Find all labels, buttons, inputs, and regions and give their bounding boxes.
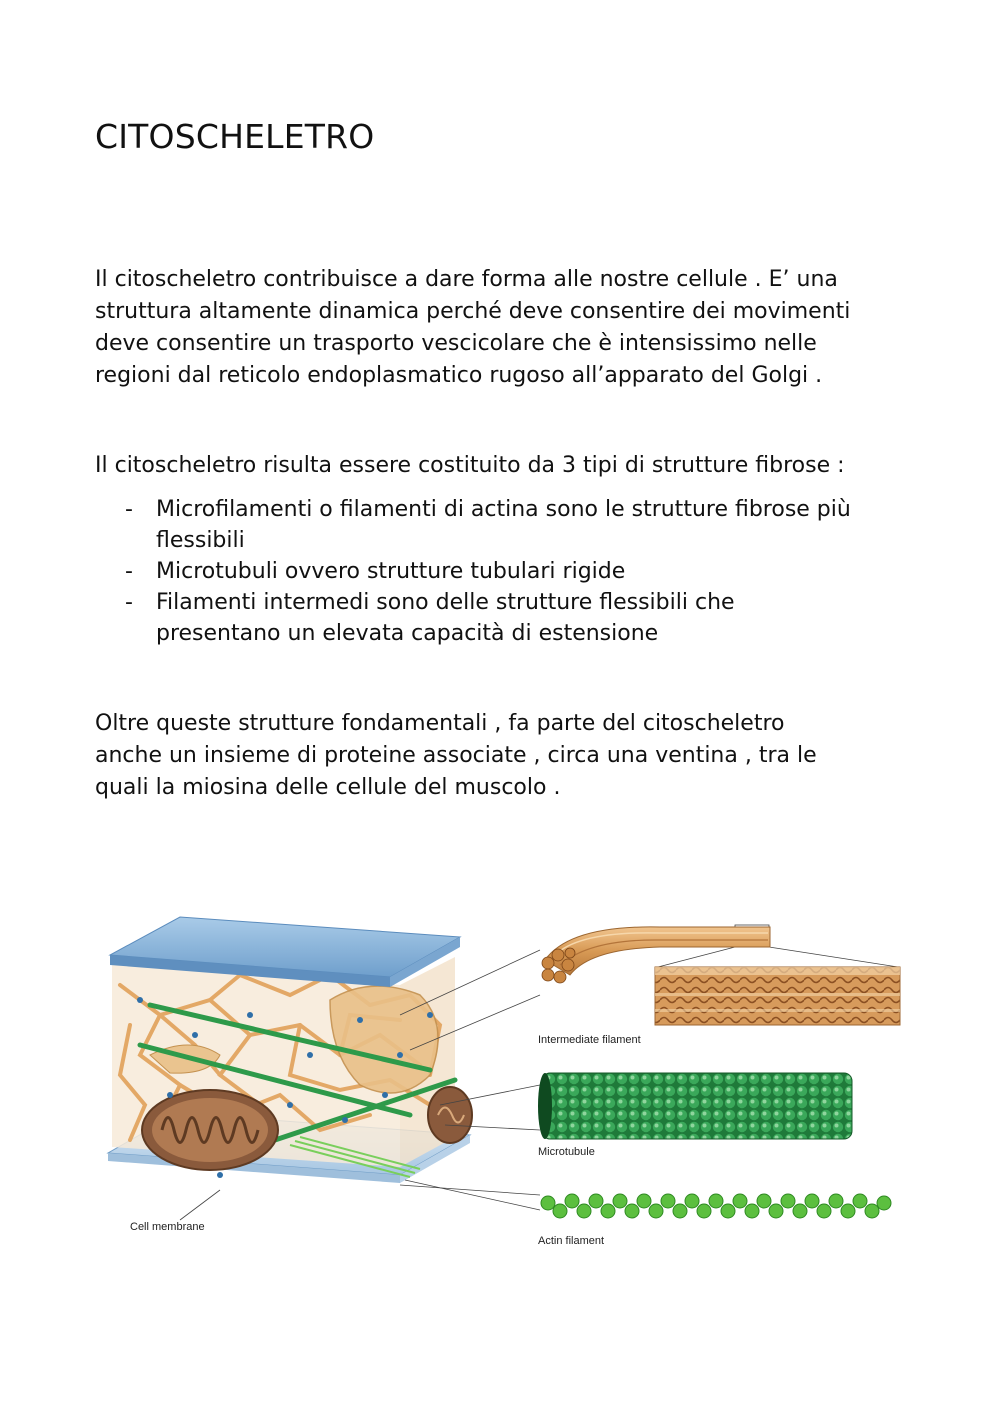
cell-membrane-label: Cell membrane bbox=[130, 1221, 205, 1233]
microtubule-label: Microtubule bbox=[538, 1146, 595, 1158]
actin-filament-illustration bbox=[538, 1194, 891, 1247]
list-item bbox=[95, 587, 925, 649]
cytoskeleton-illustration bbox=[100, 905, 910, 1250]
list-item-text: Microtubuli ovvero strutture tubulari rigide bbox=[156, 559, 626, 584]
fiber-types-list bbox=[95, 494, 925, 649]
text-line: Il citoscheletro risulta essere costituito da 3 tipi di strutture fibrose : bbox=[95, 453, 845, 478]
list-item-text: presentano un elevata capacità di estensione bbox=[156, 621, 659, 646]
text-line: Il citoscheletro contribuisce a dare forma alle nostre cellule . E’ una bbox=[95, 267, 838, 292]
list-item-text: flessibili bbox=[156, 528, 245, 553]
associated-proteins-paragraph bbox=[95, 708, 915, 804]
cell-block bbox=[108, 917, 472, 1183]
cell-membrane-pointer bbox=[180, 1190, 220, 1220]
text-line: regioni dal reticolo endoplasmatico rugoso all’apparato del Golgi . bbox=[95, 363, 823, 388]
cytoskeleton-figure bbox=[100, 905, 910, 1250]
mitochondrion bbox=[142, 1090, 278, 1170]
list-dash: - bbox=[125, 497, 133, 522]
text-line: struttura altamente dinamica perché deve consentire dei movimenti bbox=[95, 299, 851, 324]
list-item-text: Microfilamenti o filamenti di actina sono le strutture fibrose più bbox=[156, 497, 851, 522]
components-intro bbox=[95, 450, 915, 482]
text-line: deve consentire un trasporto vescicolare che è intensissimo nelle bbox=[95, 331, 817, 356]
intermediate-filament-illustration bbox=[538, 927, 900, 1046]
actin-filament-label: Actin filament bbox=[538, 1235, 605, 1247]
page-title: CITOSCHELETRO bbox=[95, 117, 375, 156]
text-line: Oltre queste strutture fondamentali , fa parte del citoscheletro bbox=[95, 711, 785, 736]
list-item bbox=[95, 494, 925, 556]
list-dash: - bbox=[125, 590, 133, 615]
list-item bbox=[95, 556, 925, 587]
microtubule-illustration bbox=[538, 1073, 852, 1158]
text-line: anche un insieme di proteine associate , circa una ventina , tra le bbox=[95, 743, 817, 768]
list-item-text: Filamenti intermedi sono delle strutture flessibili che bbox=[156, 590, 735, 615]
intermediate-filament-label: Intermediate filament bbox=[538, 1034, 641, 1046]
intro-paragraph bbox=[95, 264, 915, 392]
list-dash: - bbox=[125, 559, 133, 584]
text-line: quali la miosina delle cellule del muscolo . bbox=[95, 775, 561, 800]
